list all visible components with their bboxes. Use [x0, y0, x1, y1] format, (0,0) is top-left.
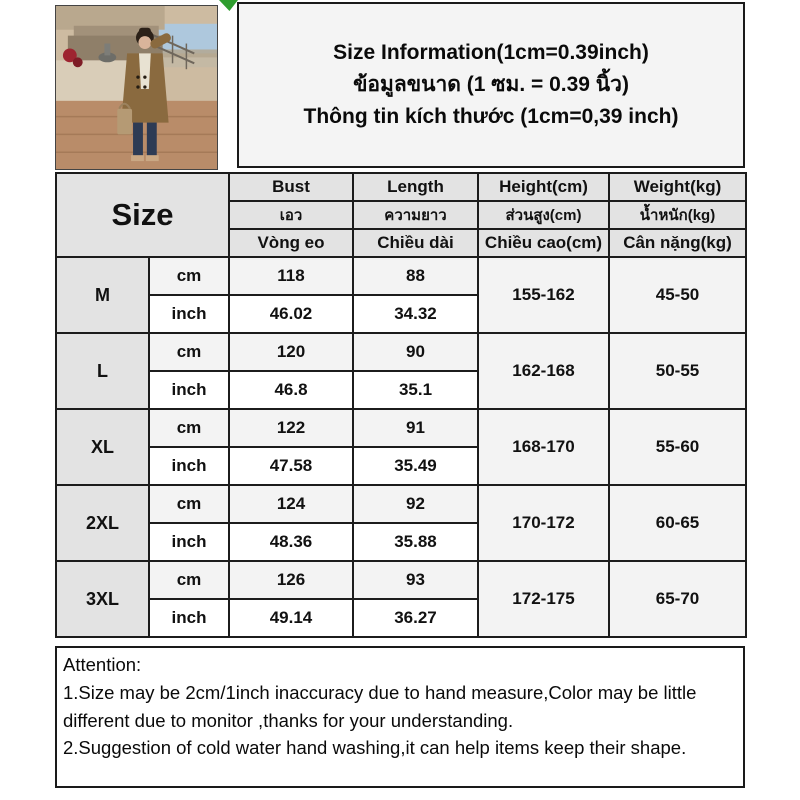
col-header-bust-vi: Vòng eo [229, 229, 353, 257]
product-photo [55, 5, 218, 170]
size-table [55, 172, 747, 638]
col-header-length-vi: Chiều dài [353, 229, 478, 257]
col-header-length-en: Length [353, 173, 478, 201]
unit-label-cm: cm [149, 333, 229, 371]
attention-line-1: 1.Size may be 2cm/1inch inaccuracy due to hand measure,Color may be little different due to monitor ,thanks for your understanding. [63, 681, 697, 731]
weight-range-value: 45-50 [609, 257, 746, 333]
col-header-weight-vi: Cân nặng(kg) [609, 229, 746, 257]
attention-line-2: 2.Suggestion of cold water hand washing,it can help items keep their shape. [63, 737, 687, 759]
unit-label-cm: cm [149, 561, 229, 599]
length-inch-value: 34.32 [353, 295, 478, 333]
weight-range-value: 50-55 [609, 333, 746, 409]
col-header-height-en: Height(cm) [478, 173, 609, 201]
bust-cm-value: 124 [229, 485, 353, 523]
title-english: Size Information(1cm=0.39inch) [333, 41, 649, 64]
unit-label-cm: cm [149, 485, 229, 523]
col-header-bust-th: เอว [229, 201, 353, 229]
product-photo-illustration [56, 6, 217, 169]
table-row [56, 257, 746, 295]
attention-heading: Attention: [63, 654, 142, 675]
title-thai: ข้อมูลขนาด (1 ซม. = 0.39 นิ้ว) [353, 73, 629, 96]
table-row [56, 561, 746, 599]
bust-cm-value: 120 [229, 333, 353, 371]
bust-inch-value: 49.14 [229, 599, 353, 637]
bust-inch-value: 47.58 [229, 447, 353, 485]
col-header-bust-en: Bust [229, 173, 353, 201]
height-range-value: 162-168 [478, 333, 609, 409]
length-cm-value: 88 [353, 257, 478, 295]
size-label-2xl: 2XL [56, 485, 149, 561]
height-range-value: 155-162 [478, 257, 609, 333]
length-cm-value: 91 [353, 409, 478, 447]
unit-label-cm: cm [149, 409, 229, 447]
bust-inch-value: 48.36 [229, 523, 353, 561]
unit-label-inch: inch [149, 599, 229, 637]
bust-cm-value: 118 [229, 257, 353, 295]
table-row [56, 409, 746, 447]
corner-accent-triangle [219, 0, 238, 11]
weight-range-value: 65-70 [609, 561, 746, 637]
length-inch-value: 35.1 [353, 371, 478, 409]
unit-label-inch: inch [149, 447, 229, 485]
unit-label-inch: inch [149, 295, 229, 333]
table-row [56, 485, 746, 523]
size-label-xl: XL [56, 409, 149, 485]
size-label-3xl: 3XL [56, 561, 149, 637]
unit-label-inch: inch [149, 523, 229, 561]
unit-label-inch: inch [149, 371, 229, 409]
length-cm-value: 93 [353, 561, 478, 599]
length-inch-value: 35.88 [353, 523, 478, 561]
attention-notes [55, 646, 745, 788]
col-header-height-vi: Chiều cao(cm) [478, 229, 609, 257]
bust-cm-value: 122 [229, 409, 353, 447]
col-header-weight-en: Weight(kg) [609, 173, 746, 201]
col-header-height-th: ส่วนสูง(cm) [478, 201, 609, 229]
col-header-weight-th: น้ำหนัก(kg) [609, 201, 746, 229]
length-inch-value: 35.49 [353, 447, 478, 485]
col-header-length-th: ความยาว [353, 201, 478, 229]
bust-cm-value: 126 [229, 561, 353, 599]
size-label-m: M [56, 257, 149, 333]
height-range-value: 172-175 [478, 561, 609, 637]
size-corner-header: Size [56, 173, 229, 257]
unit-label-cm: cm [149, 257, 229, 295]
table-row [56, 333, 746, 371]
weight-range-value: 55-60 [609, 409, 746, 485]
height-range-value: 168-170 [478, 409, 609, 485]
size-label-l: L [56, 333, 149, 409]
size-table-container [55, 172, 745, 638]
length-cm-value: 90 [353, 333, 478, 371]
title-vietnamese: Thông tin kích thước (1cm=0,39 inch) [303, 105, 679, 128]
bust-inch-value: 46.02 [229, 295, 353, 333]
bust-inch-value: 46.8 [229, 371, 353, 409]
title-box [237, 2, 745, 168]
weight-range-value: 60-65 [609, 485, 746, 561]
length-inch-value: 36.27 [353, 599, 478, 637]
length-cm-value: 92 [353, 485, 478, 523]
height-range-value: 170-172 [478, 485, 609, 561]
